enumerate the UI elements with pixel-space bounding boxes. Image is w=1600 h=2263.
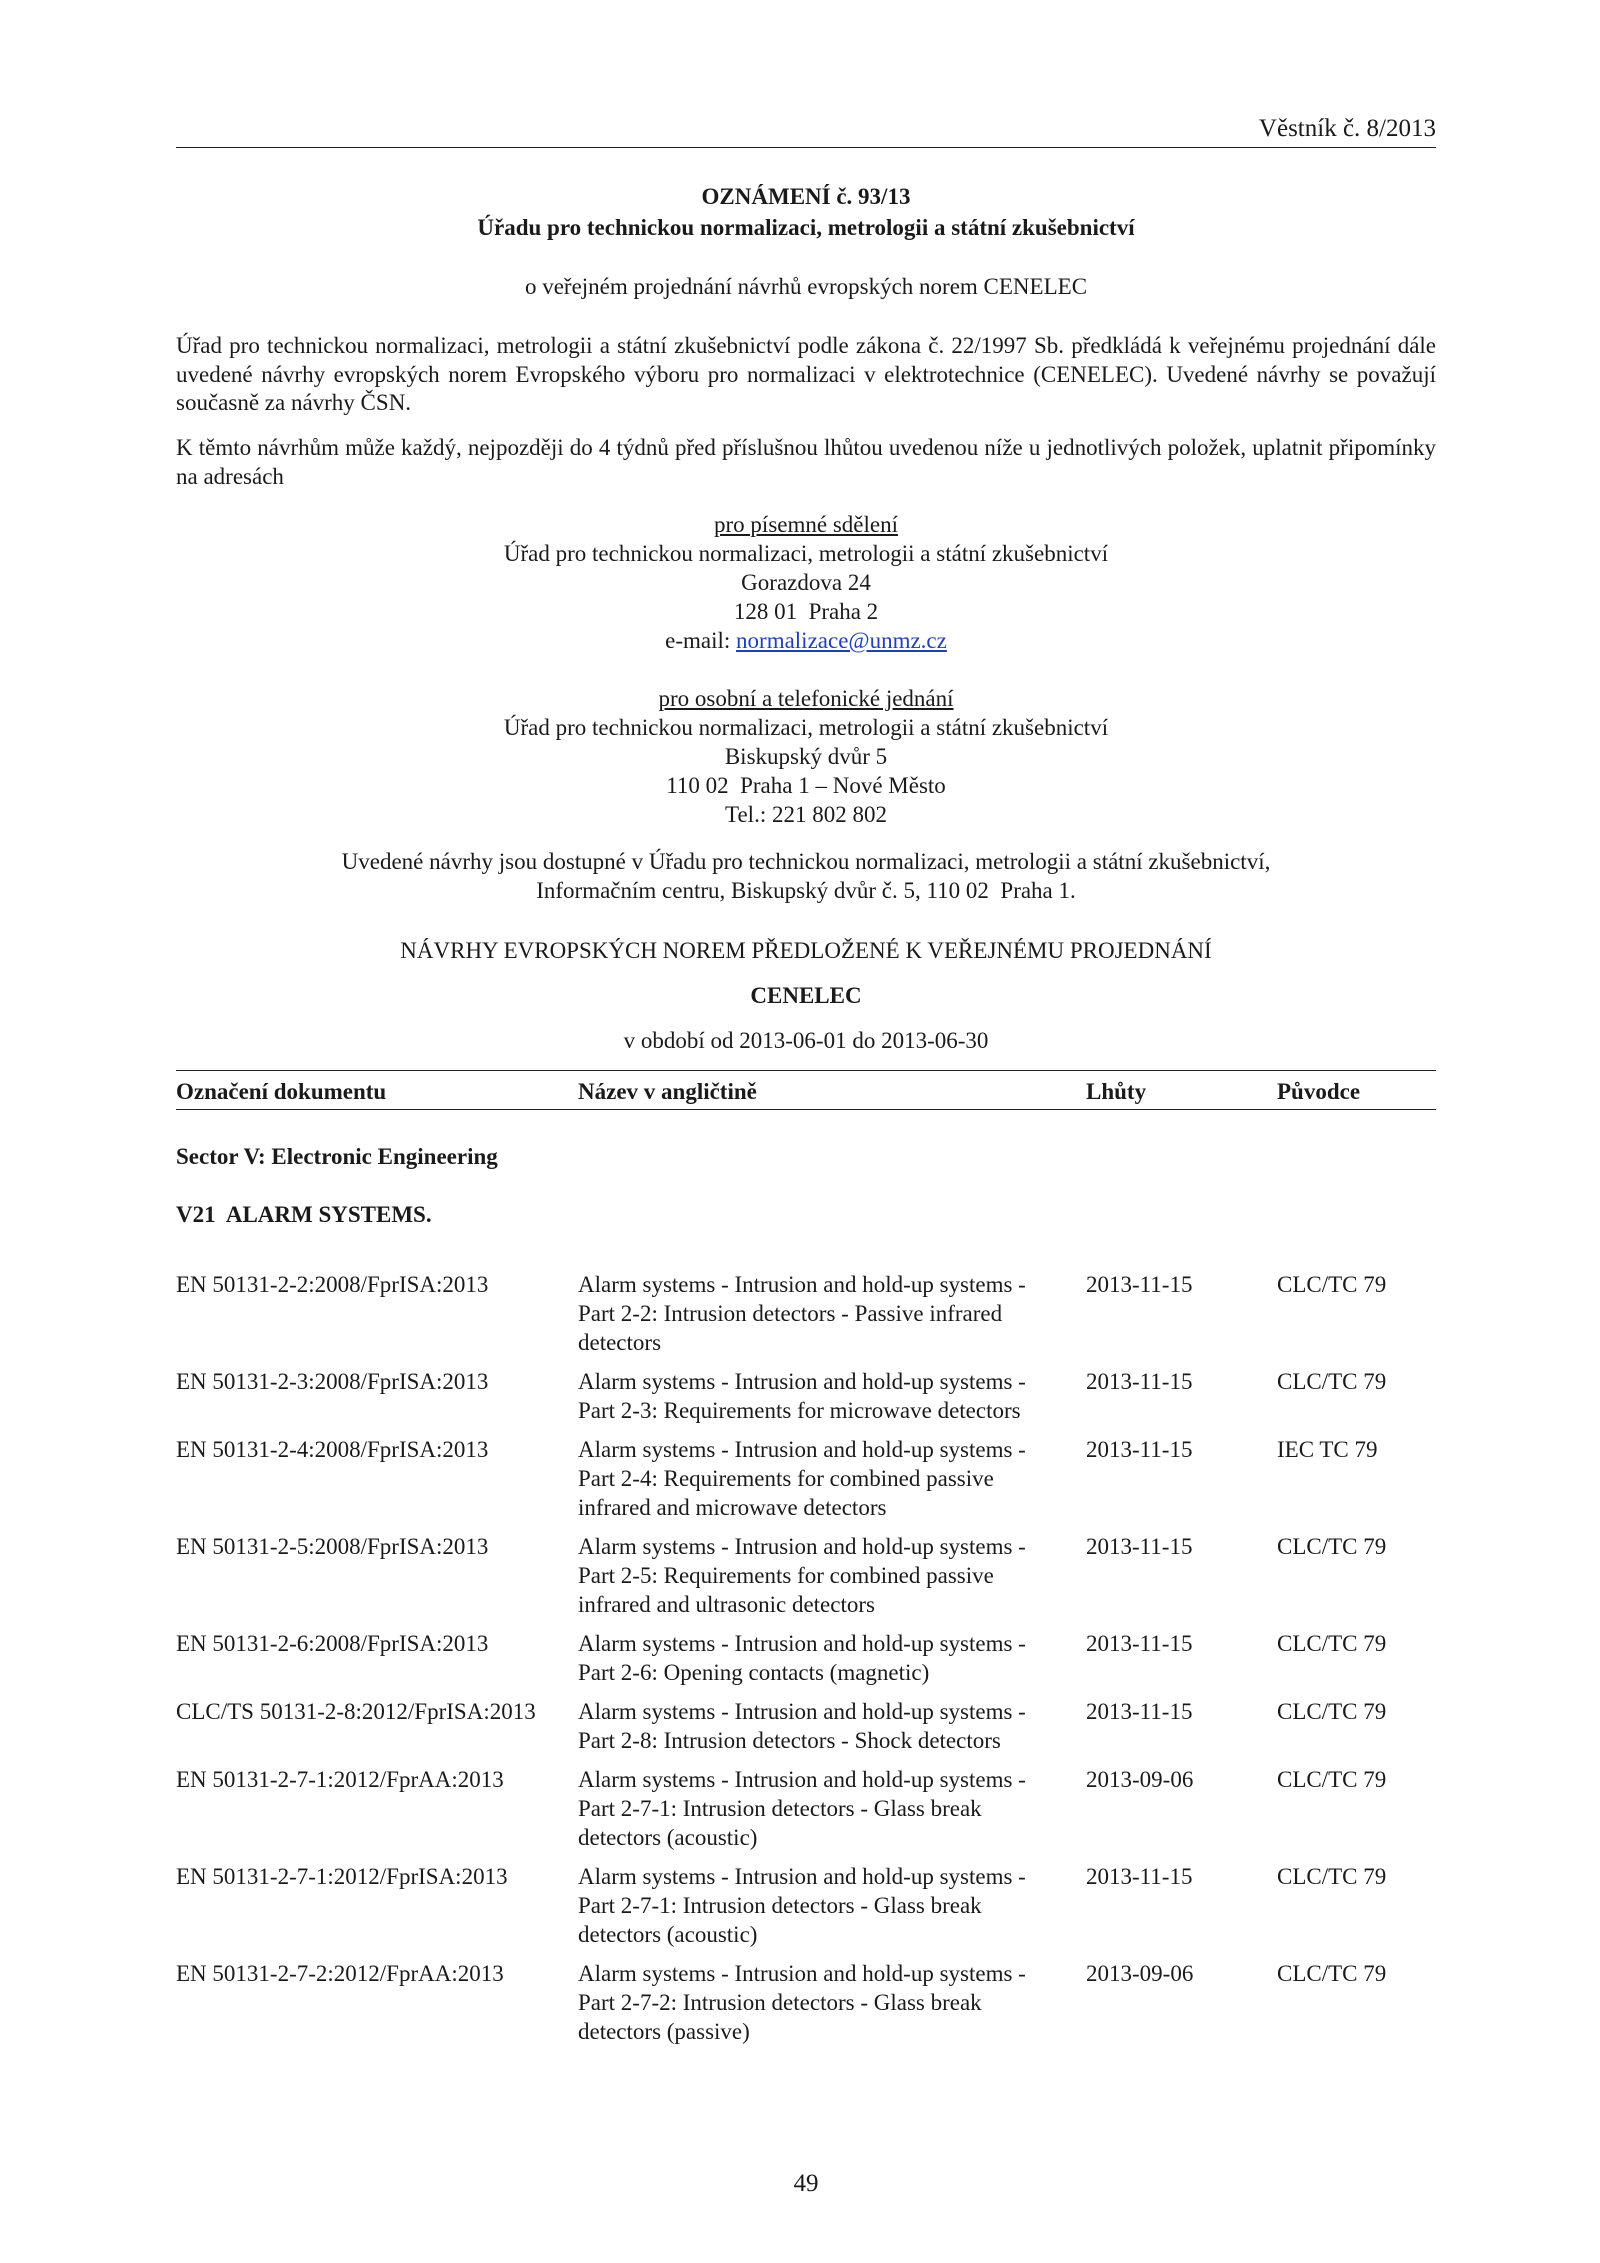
header-rule [176,147,1436,148]
standards-table [176,1270,1436,2056]
row-title: Alarm systems - Intrusion and hold-up systems - Part 2-5: Requirements for combined passive infrared and ultrasonic detectors [578,1534,1026,1617]
table-row [176,1629,1436,1687]
sector-heading: Sector V: Electronic Engineering [176,1144,498,1169]
row-origin: CLC/TC 79 [1277,1369,1387,1394]
address-written-email-line [176,626,1436,655]
address-personal [176,684,1436,829]
address-personal-city: 110 02 Praha 1 – Nové Město [666,773,946,798]
paragraph-1: Úřad pro technickou normalizaci, metrologii a státní zkušebnictví podle zákona č. 22/1997 Sb. předkládá k veřejnému projednání dále uvedené návrhy evropských norem Evropského výboru pro normalizaci v elektrotechnice (CENELEC). Uvedené návrhy se považují současně za návrhy ČSN. [176,333,1436,415]
row-doc: EN 50131-2-5:2008/FprISA:2013 [176,1534,489,1559]
row-deadline: 2013-11-15 [1086,1272,1193,1297]
table-header-rule-top [176,1070,1436,1071]
row-deadline: 2013-11-15 [1086,1631,1193,1656]
table-row [176,1435,1436,1522]
row-doc: EN 50131-2-4:2008/FprISA:2013 [176,1437,489,1462]
document-page [176,0,1436,2263]
group-heading: V21 ALARM SYSTEMS. [176,1202,432,1227]
header-title: Název v angličtině [578,1079,757,1104]
row-doc: EN 50131-2-6:2008/FprISA:2013 [176,1631,489,1656]
list-title: NÁVRHY EVROPSKÝCH NOREM PŘEDLOŽENÉ K VEŘEJNÉMU PROJEDNÁNÍ [400,938,1212,963]
availability-line-2: Informačním centru, Biskupský dvůr č. 5, 110 02 Praha 1. [536,878,1076,903]
address-written-city: 128 01 Praha 2 [733,599,879,624]
table-row [176,1270,1436,1357]
table-row [176,1367,1436,1425]
header-origin: Původce [1277,1079,1361,1104]
header-deadline: Lhůty [1086,1079,1147,1104]
row-origin: CLC/TC 79 [1277,1631,1387,1656]
row-title: Alarm systems - Intrusion and hold-up systems - Part 2-2: Intrusion detectors - Passive infrared detectors [578,1272,1026,1355]
row-origin: CLC/TC 79 [1277,1272,1387,1297]
table-row [176,1765,1436,1852]
availability-line-1: Uvedené návrhy jsou dostupné v Úřadu pro technickou normalizaci, metrologii a státní zkušebnictví, [341,849,1271,874]
row-doc: EN 50131-2-7-1:2012/FprAA:2013 [176,1767,504,1792]
row-deadline: 2013-11-15 [1086,1534,1193,1559]
row-title: Alarm systems - Intrusion and hold-up systems - Part 2-7-2: Intrusion detectors - Glass break detectors (passive) [578,1961,1026,2044]
row-title: Alarm systems - Intrusion and hold-up systems - Part 2-8: Intrusion detectors - Shock detectors [578,1699,1026,1753]
row-doc: EN 50131-2-7-1:2012/FprISA:2013 [176,1864,508,1889]
row-origin: CLC/TC 79 [1277,1767,1387,1792]
row-deadline: 2013-11-15 [1086,1437,1193,1462]
row-doc: EN 50131-2-2:2008/FprISA:2013 [176,1272,489,1297]
address-written-name: Úřad pro technickou normalizaci, metrologii a státní zkušebnictví [503,541,1109,566]
row-origin: CLC/TC 79 [1277,1864,1387,1889]
email-label: e-mail: [665,628,737,653]
journal-header: Věstník č. 8/2013 [1258,115,1436,142]
row-deadline: 2013-09-06 [1086,1961,1194,1986]
address-personal-name: Úřad pro technickou normalizaci, metrologii a státní zkušebnictví [503,715,1109,740]
table-header-rule-bottom [176,1109,1436,1110]
organization-name: CENELEC [750,983,862,1008]
row-doc: CLC/TS 50131-2-8:2012/FprISA:2013 [176,1699,536,1724]
header-doc: Označení dokumentu [176,1079,387,1104]
table-row [176,1697,1436,1755]
page-number: 49 [793,2170,819,2197]
row-origin: CLC/TC 79 [1277,1961,1387,1986]
address-written [176,510,1436,655]
row-deadline: 2013-11-15 [1086,1864,1193,1889]
address-personal-street: Biskupský dvůr 5 [724,744,888,769]
address-written-street: Gorazdova 24 [741,570,871,595]
row-origin: CLC/TC 79 [1277,1699,1387,1724]
row-title: Alarm systems - Intrusion and hold-up systems - Part 2-4: Requirements for combined passive infrared and microwave detectors [578,1437,1026,1520]
row-title: Alarm systems - Intrusion and hold-up systems - Part 2-3: Requirements for microwave detectors [578,1369,1026,1423]
notice-title: OZNÁMENÍ č. 93/13 [701,184,911,209]
table-row [176,1532,1436,1619]
address-personal-heading: pro osobní a telefonické jednání [658,686,954,711]
row-title: Alarm systems - Intrusion and hold-up systems - Part 2-6: Opening contacts (magnetic) [578,1631,1026,1685]
row-title: Alarm systems - Intrusion and hold-up systems - Part 2-7-1: Intrusion detectors - Glass break detectors (acoustic) [578,1767,1026,1850]
availability-note [176,847,1436,905]
row-title: Alarm systems - Intrusion and hold-up systems - Part 2-7-1: Intrusion detectors - Glass break detectors (acoustic) [578,1864,1026,1947]
row-origin: CLC/TC 79 [1277,1534,1387,1559]
table-row [176,1959,1436,2046]
notice-subtitle: Úřadu pro technickou normalizaci, metrologii a státní zkušebnictví [477,215,1135,240]
row-deadline: 2013-11-15 [1086,1369,1193,1394]
address-written-heading: pro písemné sdělení [714,512,898,537]
row-doc: EN 50131-2-7-2:2012/FprAA:2013 [176,1961,504,1986]
period-line: v období od 2013-06-01 do 2013-06-30 [623,1028,989,1053]
paragraph-2: K těmto návrhům může každý, nejpozději do 4 týdnů před příslušnou lhůtou uvedenou níže u jednotlivých položek, uplatnit připomínky na adresách [176,435,1436,489]
row-doc: EN 50131-2-3:2008/FprISA:2013 [176,1369,489,1394]
row-deadline: 2013-11-15 [1086,1699,1193,1724]
email-link[interactable]: normalizace@unmz.cz [736,628,947,653]
table-row [176,1862,1436,1949]
row-origin: IEC TC 79 [1277,1437,1378,1462]
row-deadline: 2013-09-06 [1086,1767,1194,1792]
notice-intro: o veřejném projednání návrhů evropských norem CENELEC [524,274,1088,299]
address-personal-phone: Tel.: 221 802 802 [725,802,887,827]
